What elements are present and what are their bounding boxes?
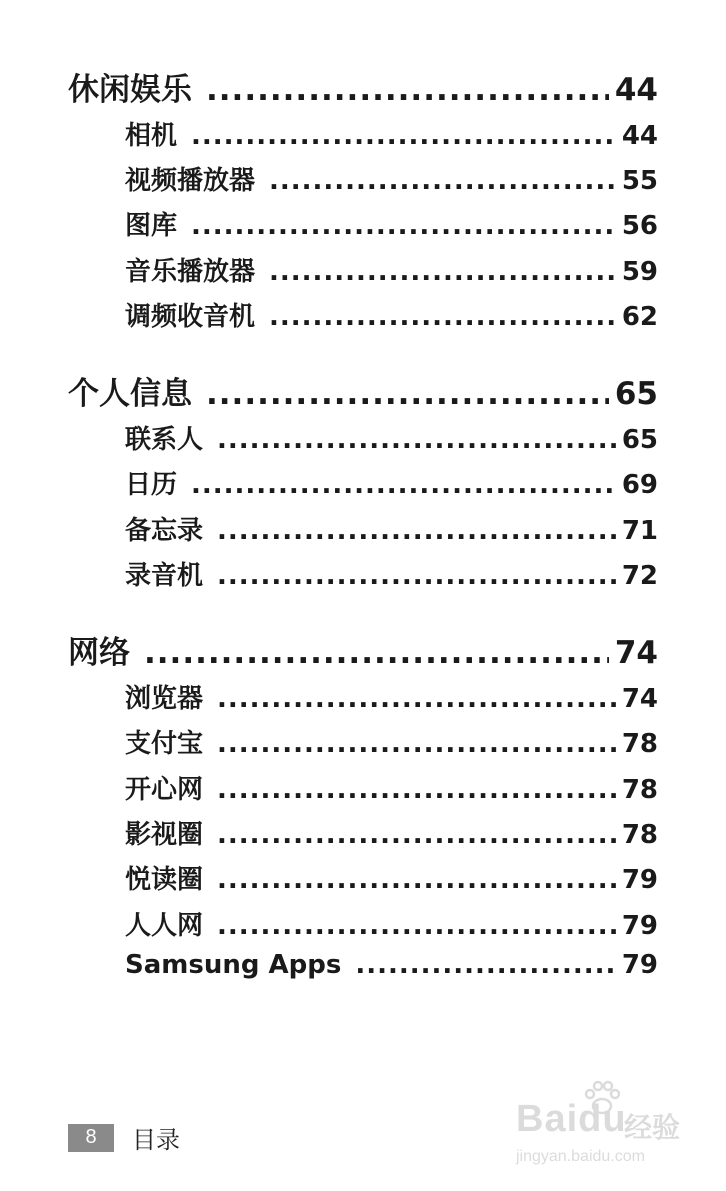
toc-leader-dots <box>217 561 616 591</box>
toc-page-number: 72 <box>621 561 658 591</box>
toc-leader-dots <box>191 211 616 241</box>
toc-leader-dots <box>217 911 616 941</box>
toc-page-number: 65 <box>614 376 658 412</box>
toc-page-number: 59 <box>621 257 658 287</box>
toc-page-number: 79 <box>621 865 658 895</box>
toc-item <box>125 814 658 851</box>
toc-item <box>125 950 658 980</box>
toc-leader-dots <box>217 775 616 805</box>
toc-page-number: 71 <box>621 516 658 546</box>
toc-leader-dots <box>217 516 616 546</box>
footer-chapter-title: 目录 <box>132 1126 180 1154</box>
page-number-badge: 8 <box>68 1124 114 1152</box>
toc-item <box>125 160 658 197</box>
toc-leader-dots <box>191 470 616 500</box>
toc-page-number: 55 <box>621 166 658 196</box>
toc-item-label: 悦读圈 <box>125 865 204 895</box>
toc-page-number: 74 <box>621 684 658 714</box>
toc-leader-dots <box>206 376 609 412</box>
toc-item-label: 音乐播放器 <box>125 257 256 287</box>
toc-leader-dots <box>217 729 616 759</box>
toc-item <box>125 419 658 456</box>
watermark-logo-text: Baidu <box>516 1098 627 1140</box>
toc-leader-dots <box>355 950 615 980</box>
toc-page-number: 78 <box>621 820 658 850</box>
toc-section-personal-info <box>68 368 658 413</box>
toc-page-number: 74 <box>614 635 658 671</box>
toc-item-label: 图库 <box>125 211 178 241</box>
toc-leader-dots <box>217 820 616 850</box>
toc-item-label: 录音机 <box>125 561 204 591</box>
toc-leader-dots <box>144 635 609 671</box>
toc-page-number: 65 <box>621 425 658 455</box>
toc-item <box>125 678 658 715</box>
toc-item-label: 开心网 <box>125 775 204 805</box>
watermark-cn-text: 经验 <box>624 1112 681 1143</box>
toc-item-label: 备忘录 <box>125 516 204 546</box>
toc-item <box>125 723 658 760</box>
toc-page-number: 44 <box>621 121 658 151</box>
toc-item-label: 调频收音机 <box>125 302 256 332</box>
toc-section-network <box>68 627 658 672</box>
toc-item-label: 日历 <box>125 470 178 500</box>
toc-leader-dots <box>269 302 616 332</box>
toc-page-number: 78 <box>621 775 658 805</box>
toc-page-number: 69 <box>621 470 658 500</box>
toc-leader-dots <box>269 166 616 196</box>
toc-item-label: Samsung Apps <box>125 950 342 980</box>
toc-page-number: 56 <box>621 211 658 241</box>
toc-item <box>125 510 658 547</box>
toc-leader-dots <box>217 865 616 895</box>
toc-item-label: 相机 <box>125 121 178 151</box>
toc-item-label: 影视圈 <box>125 820 204 850</box>
toc-leader-dots <box>217 425 616 455</box>
toc-item <box>125 296 658 333</box>
toc-item <box>125 859 658 896</box>
toc-page-number: 79 <box>621 950 658 980</box>
toc-item-label: 联系人 <box>125 425 204 455</box>
toc-page-number: 62 <box>621 302 658 332</box>
toc-item-label: 人人网 <box>125 911 204 941</box>
toc-item <box>125 555 658 592</box>
toc-section-entertainment <box>68 64 658 109</box>
toc-leader-dots <box>191 121 616 151</box>
toc-page-number: 78 <box>621 729 658 759</box>
toc-item <box>125 205 658 242</box>
page-footer <box>68 1120 180 1155</box>
toc-leader-dots <box>217 684 616 714</box>
toc-section-title: 网络 <box>68 635 130 671</box>
toc-item <box>125 905 658 942</box>
toc-section-title: 个人信息 <box>68 376 192 412</box>
toc-item <box>125 769 658 806</box>
toc-page-number: 79 <box>621 911 658 941</box>
toc-item-label: 支付宝 <box>125 729 204 759</box>
toc-item <box>125 251 658 288</box>
toc-item-label: 浏览器 <box>125 684 204 714</box>
toc-leader-dots <box>206 72 609 108</box>
toc-section-title: 休闲娱乐 <box>68 72 192 108</box>
toc-item <box>125 115 658 152</box>
watermark-url: jingyan.baidu.com <box>516 1148 645 1165</box>
baidu-jingyan-watermark <box>512 1080 692 1170</box>
toc-item-label: 视频播放器 <box>125 166 256 196</box>
toc-item <box>125 464 658 501</box>
toc-leader-dots <box>269 257 616 287</box>
toc-page-number: 44 <box>614 72 658 108</box>
